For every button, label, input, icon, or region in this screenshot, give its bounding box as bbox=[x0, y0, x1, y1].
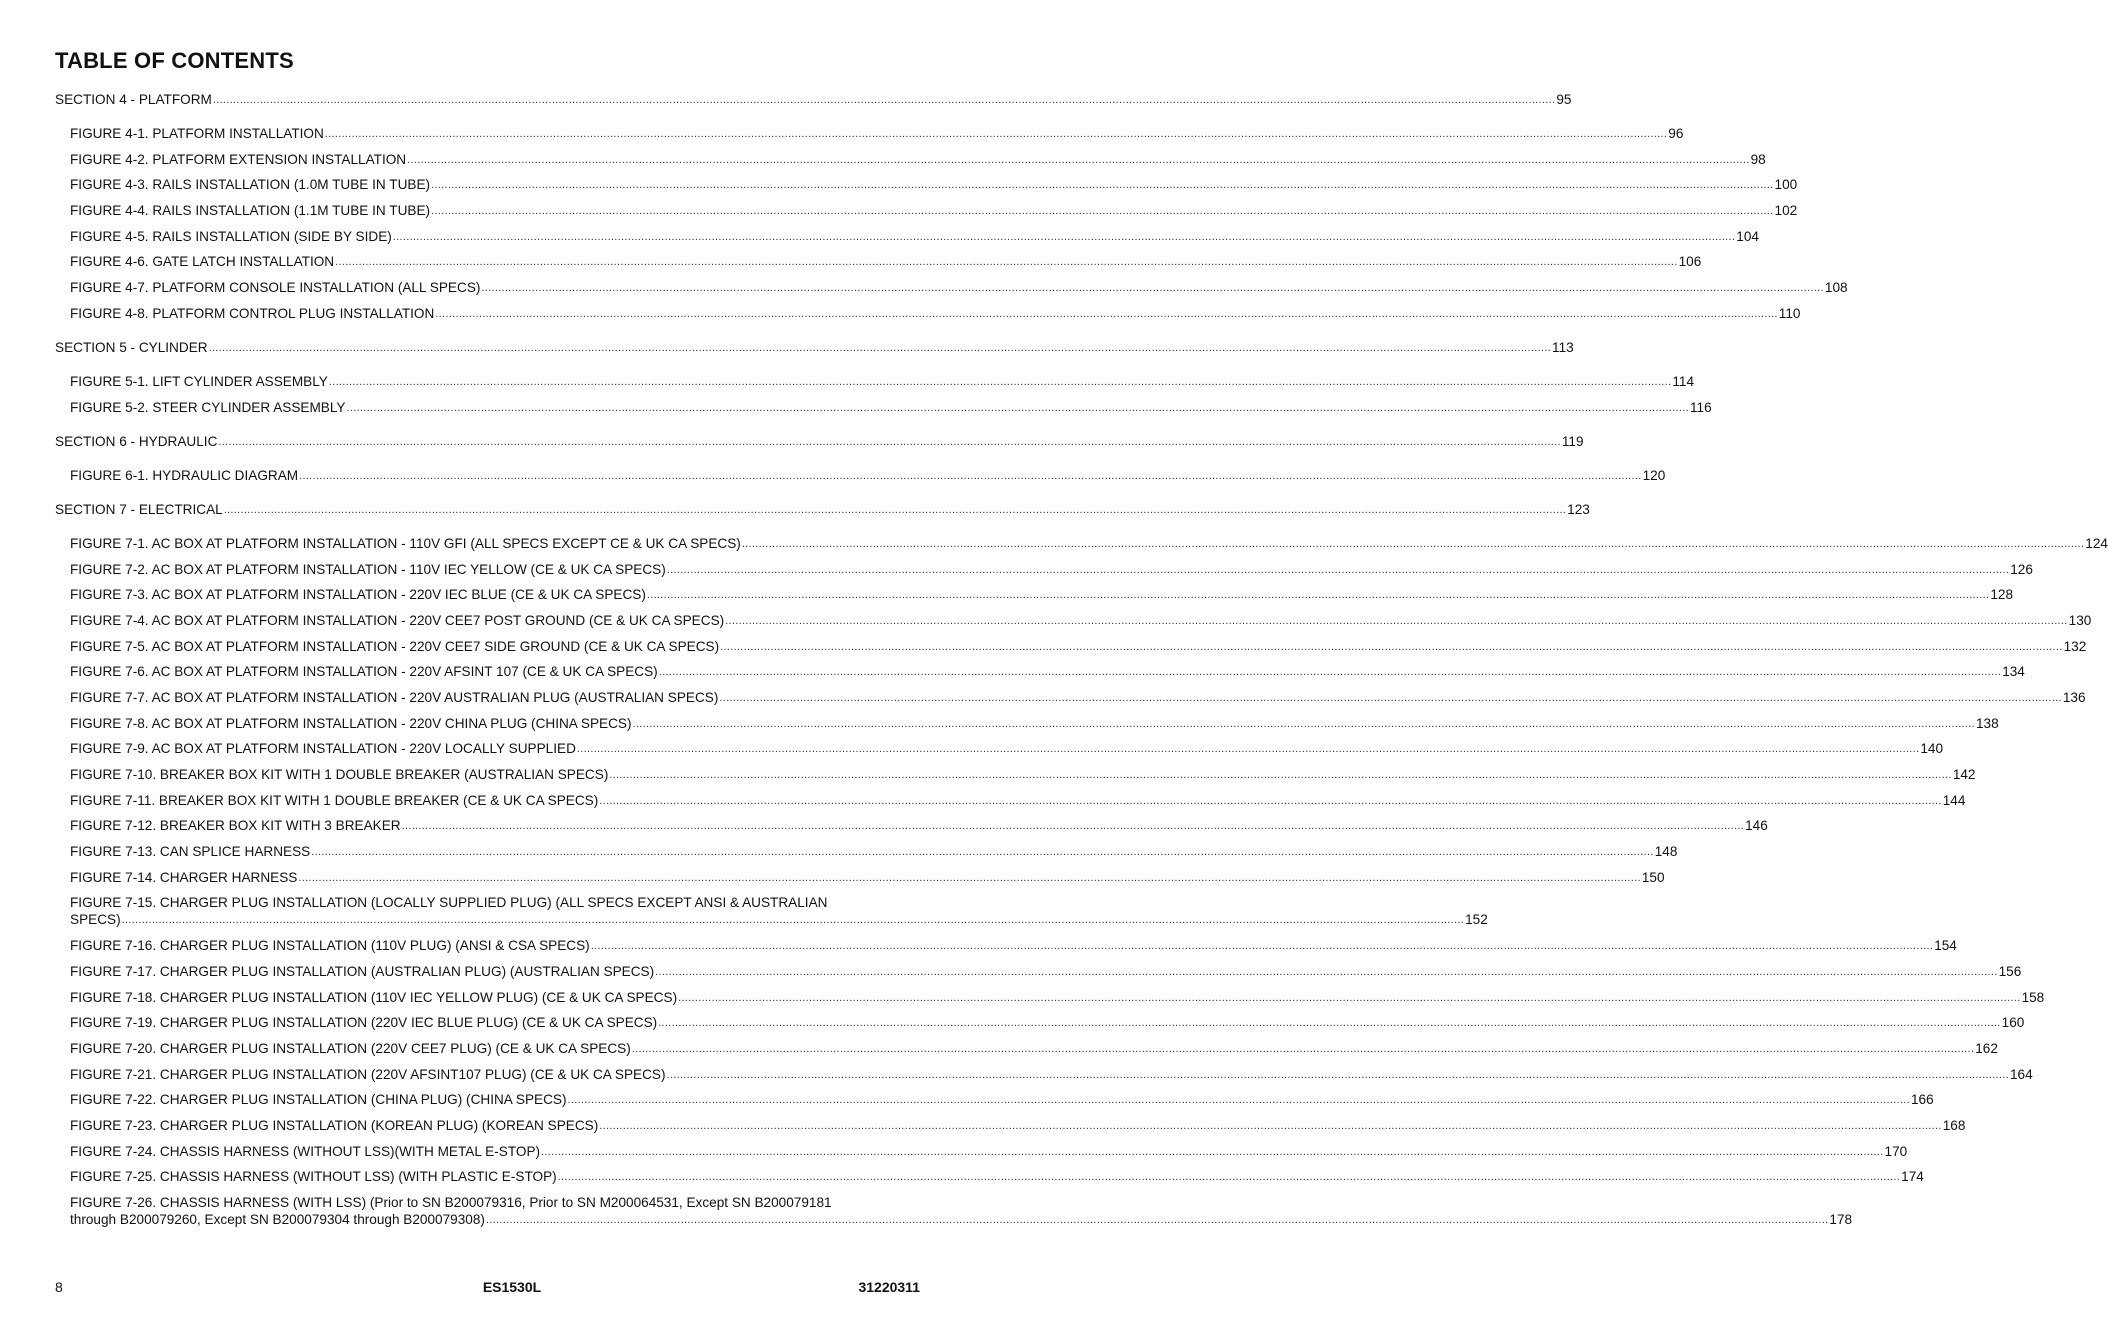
toc-figure-entry[interactable] bbox=[70, 586, 2014, 603]
toc-entry-title: FIGURE 4-4. RAILS INSTALLATION (1.1M TUBE IN TUBE) bbox=[70, 203, 431, 218]
page-title: TABLE OF CONTENTS bbox=[55, 48, 294, 73]
toc-entry-title: FIGURE 4-1. PLATFORM INSTALLATION bbox=[70, 126, 324, 141]
toc-entry-page-number: 174 bbox=[1901, 1169, 1924, 1184]
toc-figure-entry[interactable] bbox=[70, 1014, 2025, 1031]
dot-leader: ................................................................................................................................................................................................................................................................................................................................................................................................................ bbox=[212, 94, 1556, 106]
dot-leader: ................................................................................................................................................................................................................................................................................................................................................................................................................ bbox=[666, 564, 2010, 576]
toc-entry-title: SPECS) bbox=[70, 912, 121, 927]
toc-entry-title: FIGURE 7-13. CAN SPLICE HARNESS bbox=[70, 844, 311, 859]
dot-leader: ................................................................................................................................................................................................................................................................................................................................................................................................................ bbox=[631, 1043, 1975, 1055]
dot-leader: ................................................................................................................................................................................................................................................................................................................................................................................................................ bbox=[298, 872, 1641, 884]
toc-entry-title: FIGURE 7-19. CHARGER PLUG INSTALLATION (220V IEC BLUE PLUG) (CE & UK CA SPECS) bbox=[70, 1015, 658, 1030]
toc-entry-title: FIGURE 7-2. AC BOX AT PLATFORM INSTALLATION - 110V IEC YELLOW (CE & UK CA SPECS) bbox=[70, 562, 666, 577]
toc-entry-page-number: 152 bbox=[1465, 912, 1488, 927]
toc-entry-title: FIGURE 7-9. AC BOX AT PLATFORM INSTALLATION - 220V LOCALLY SUPPLIED bbox=[70, 741, 576, 756]
toc-figure-entry[interactable] bbox=[70, 399, 1712, 416]
dot-leader: ................................................................................................................................................................................................................................................................................................................................................................................................................ bbox=[557, 1171, 1901, 1183]
toc-figure-entry[interactable] bbox=[70, 1040, 1998, 1057]
dot-leader: ................................................................................................................................................................................................................................................................................................................................................................................................................ bbox=[299, 470, 1642, 482]
toc-entry-page-number: 162 bbox=[1975, 1041, 1998, 1056]
toc-entry-title: FIGURE 7-12. BREAKER BOX KIT WITH 3 BREAKER bbox=[70, 818, 401, 833]
toc-entry-page-number: 156 bbox=[1998, 964, 2022, 979]
toc-entry-page-number: 106 bbox=[1678, 254, 1702, 269]
toc-entry-page-number: 138 bbox=[1975, 716, 1999, 731]
dot-leader: ................................................................................................................................................................................................................................................................................................................................................................................................................ bbox=[208, 342, 1552, 354]
toc-entry-title: SECTION 6 - HYDRAULIC bbox=[55, 434, 218, 449]
toc-entry-page-number: 98 bbox=[1750, 152, 1766, 167]
toc-figure-entry[interactable] bbox=[70, 373, 1694, 390]
toc-entry-page-number: 124 bbox=[2085, 536, 2108, 551]
toc-entry-page-number: 114 bbox=[1672, 374, 1694, 389]
dot-leader: ................................................................................................................................................................................................................................................................................................................................................................................................................ bbox=[223, 504, 1567, 516]
toc-entry-page-number: 160 bbox=[2001, 1015, 2025, 1030]
toc-entry-title: FIGURE 5-2. STEER CYLINDER ASSEMBLY bbox=[70, 400, 346, 415]
toc-entry-title: FIGURE 7-7. AC BOX AT PLATFORM INSTALLATION - 220V AUSTRALIAN PLUG (AUSTRALIAN SPECS) bbox=[70, 690, 719, 705]
toc-entry-title: FIGURE 7-22. CHARGER PLUG INSTALLATION (CHINA PLUG) (CHINA SPECS) bbox=[70, 1092, 567, 1107]
toc-entry-page-number: 142 bbox=[1952, 767, 1976, 782]
toc-figure-entry[interactable] bbox=[70, 1143, 1908, 1160]
dot-leader: ................................................................................................................................................................................................................................................................................................................................................................................................................ bbox=[741, 538, 2085, 550]
dot-leader: ................................................................................................................................................................................................................................................................................................................................................................................................................ bbox=[666, 1069, 2009, 1081]
toc-figure-entry[interactable] bbox=[70, 963, 2022, 980]
toc-entry-title: FIGURE 7-17. CHARGER PLUG INSTALLATION (AUSTRALIAN PLUG) (AUSTRALIAN SPECS) bbox=[70, 964, 655, 979]
toc-entry-page-number: 158 bbox=[2021, 990, 2045, 1005]
toc-figure-entry[interactable] bbox=[70, 1117, 1966, 1134]
toc-entry-page-number: 154 bbox=[1934, 938, 1957, 953]
toc-figure-entry[interactable] bbox=[70, 561, 2033, 578]
toc-entry-title: FIGURE 7-18. CHARGER PLUG INSTALLATION (110V IEC YELLOW PLUG) (CE & UK CA SPECS) bbox=[70, 990, 678, 1005]
toc-figure-entry[interactable] bbox=[70, 715, 1999, 732]
footer-page-number: 8 bbox=[55, 1279, 63, 1295]
toc-entry-title: FIGURE 7-6. AC BOX AT PLATFORM INSTALLATION - 220V AFSINT 107 (CE & UK CA SPECS) bbox=[70, 664, 658, 679]
dot-leader: ................................................................................................................................................................................................................................................................................................................................................................................................................ bbox=[311, 846, 1654, 858]
toc-figure-entry[interactable] bbox=[70, 305, 1801, 322]
toc-figure-entry[interactable] bbox=[70, 937, 1957, 954]
dot-leader: ................................................................................................................................................................................................................................................................................................................................................................................................................ bbox=[658, 1017, 2001, 1029]
toc-entry-title: FIGURE 4-3. RAILS INSTALLATION (1.0M TUBE IN TUBE) bbox=[70, 177, 431, 192]
toc-entry-title: FIGURE 7-16. CHARGER PLUG INSTALLATION (110V PLUG) (ANSI & CSA SPECS) bbox=[70, 938, 590, 953]
toc-entry-page-number: 164 bbox=[2009, 1067, 2033, 1082]
toc-entry-title: SECTION 7 - ELECTRICAL bbox=[55, 502, 223, 517]
dot-leader: ................................................................................................................................................................................................................................................................................................................................................................................................................ bbox=[324, 128, 1668, 140]
toc-entry-page-number: 136 bbox=[2062, 690, 2086, 705]
toc-figure-entry[interactable] bbox=[70, 535, 2108, 552]
toc-entry-page-number: 96 bbox=[1668, 126, 1684, 141]
toc-figure-entry[interactable] bbox=[70, 989, 2045, 1006]
toc-entry-page-number: 134 bbox=[2002, 664, 2025, 679]
toc-entry-page-number: 119 bbox=[1561, 434, 1584, 449]
toc-entry-page-number: 113 bbox=[1552, 340, 1574, 355]
dot-leader: ................................................................................................................................................................................................................................................................................................................................................................................................................ bbox=[646, 589, 1990, 601]
dot-leader: ................................................................................................................................................................................................................................................................................................................................................................................................................ bbox=[541, 1146, 1884, 1158]
dot-leader: ................................................................................................................................................................................................................................................................................................................................................................................................................ bbox=[328, 376, 1672, 388]
toc-section-entry[interactable] bbox=[55, 501, 1590, 518]
dot-leader: ................................................................................................................................................................................................................................................................................................................................................................................................................ bbox=[632, 718, 1975, 730]
dot-leader: ................................................................................................................................................................................................................................................................................................................................................................................................................ bbox=[485, 1214, 1829, 1226]
dot-leader: ................................................................................................................................................................................................................................................................................................................................................................................................................ bbox=[678, 992, 2021, 1004]
dot-leader: ................................................................................................................................................................................................................................................................................................................................................................................................................ bbox=[121, 914, 1465, 926]
toc-figure-entry[interactable] bbox=[70, 125, 1684, 142]
toc-figure-entry[interactable] bbox=[70, 663, 2025, 680]
dot-leader: ................................................................................................................................................................................................................................................................................................................................................................................................................ bbox=[407, 154, 1750, 166]
toc-entry-page-number: 123 bbox=[1567, 502, 1590, 517]
toc-figure-entry[interactable] bbox=[70, 1091, 1934, 1108]
toc-figure-entry[interactable] bbox=[70, 894, 1488, 928]
toc-entry-page-number: 168 bbox=[1942, 1118, 1966, 1133]
toc-figure-entry[interactable] bbox=[70, 1194, 1853, 1228]
toc-entry-title: FIGURE 4-6. GATE LATCH INSTALLATION bbox=[70, 254, 335, 269]
toc-entry-title: FIGURE 7-4. AC BOX AT PLATFORM INSTALLATION - 220V CEE7 POST GROUND (CE & UK CA SPECS) bbox=[70, 613, 725, 628]
toc-entry-page-number: 116 bbox=[1689, 400, 1712, 415]
toc-figure-entry[interactable] bbox=[70, 689, 2086, 706]
dot-leader: ................................................................................................................................................................................................................................................................................................................................................................................................................ bbox=[218, 436, 1561, 448]
toc-entry-title: FIGURE 4-5. RAILS INSTALLATION (SIDE BY SIDE) bbox=[70, 229, 392, 244]
toc-entry-title: FIGURE 7-10. BREAKER BOX KIT WITH 1 DOUBLE BREAKER (AUSTRALIAN SPECS) bbox=[70, 767, 609, 782]
dot-leader: ................................................................................................................................................................................................................................................................................................................................................................................................................ bbox=[481, 282, 1824, 294]
dot-leader: ................................................................................................................................................................................................................................................................................................................................................................................................................ bbox=[599, 1120, 1942, 1132]
toc-entry-page-number: 170 bbox=[1884, 1144, 1908, 1159]
toc-figure-entry[interactable] bbox=[70, 151, 1766, 168]
toc-figure-entry[interactable] bbox=[70, 1168, 1924, 1185]
toc-entry-page-number: 140 bbox=[1920, 741, 1944, 756]
toc-entry-page-number: 102 bbox=[1774, 203, 1798, 218]
toc-figure-entry[interactable] bbox=[70, 1066, 2033, 1083]
toc-entry-title: FIGURE 6-1. HYDRAULIC DIAGRAM bbox=[70, 468, 299, 483]
toc-entry-page-number: 95 bbox=[1556, 92, 1572, 107]
toc-entry-title: FIGURE 7-25. CHASSIS HARNESS (WITHOUT LSS) (WITH PLASTIC E-STOP) bbox=[70, 1169, 557, 1184]
dot-leader: ................................................................................................................................................................................................................................................................................................................................................................................................................ bbox=[392, 231, 1736, 243]
toc-figure-entry[interactable] bbox=[70, 869, 1665, 886]
toc-entry-title: SECTION 4 - PLATFORM bbox=[55, 92, 212, 107]
dot-leader: ................................................................................................................................................................................................................................................................................................................................................................................................................ bbox=[335, 256, 1678, 268]
dot-leader: ................................................................................................................................................................................................................................................................................................................................................................................................................ bbox=[655, 966, 1998, 978]
toc-entry-title-line: FIGURE 7-15. CHARGER PLUG INSTALLATION (LOCALLY SUPPLIED PLUG) (ALL SPECS EXCEPT ANSI & AUSTRALIAN bbox=[70, 895, 828, 910]
toc-entry-title: FIGURE 5-1. LIFT CYLINDER ASSEMBLY bbox=[70, 374, 328, 389]
toc-entry-page-number: 178 bbox=[1829, 1212, 1853, 1227]
dot-leader: ................................................................................................................................................................................................................................................................................................................................................................................................................ bbox=[599, 795, 1942, 807]
toc-entry-title: FIGURE 7-11. BREAKER BOX KIT WITH 1 DOUBLE BREAKER (CE & UK CA SPECS) bbox=[70, 793, 599, 808]
dot-leader: ................................................................................................................................................................................................................................................................................................................................................................................................................ bbox=[609, 769, 1952, 781]
toc-figure-entry[interactable] bbox=[70, 279, 1848, 296]
toc-figure-entry[interactable] bbox=[70, 228, 1759, 245]
dot-leader: ................................................................................................................................................................................................................................................................................................................................................................................................................ bbox=[720, 641, 2063, 653]
toc-figure-entry[interactable] bbox=[70, 843, 1678, 860]
toc-entry-page-number: 148 bbox=[1654, 844, 1678, 859]
dot-leader: ................................................................................................................................................................................................................................................................................................................................................................................................................ bbox=[719, 692, 2062, 704]
toc-entry-title: FIGURE 4-2. PLATFORM EXTENSION INSTALLATION bbox=[70, 152, 407, 167]
dot-leader: ................................................................................................................................................................................................................................................................................................................................................................................................................ bbox=[401, 820, 1745, 832]
toc-entry-title: FIGURE 7-20. CHARGER PLUG INSTALLATION (220V CEE7 PLUG) (CE & UK CA SPECS) bbox=[70, 1041, 631, 1056]
toc-entry-title: FIGURE 7-24. CHASSIS HARNESS (WITHOUT LSS)(WITH METAL E-STOP) bbox=[70, 1144, 541, 1159]
toc-entry-page-number: 128 bbox=[1990, 587, 2014, 602]
toc-entry-title: FIGURE 4-8. PLATFORM CONTROL PLUG INSTALLATION bbox=[70, 306, 435, 321]
toc-figure-entry[interactable] bbox=[70, 638, 2087, 655]
footer-doc-number: 31220311 bbox=[858, 1279, 920, 1295]
toc-section-entry[interactable] bbox=[55, 433, 1584, 450]
toc-entry-page-number: 132 bbox=[2063, 639, 2087, 654]
toc-entry-title: FIGURE 7-8. AC BOX AT PLATFORM INSTALLATION - 220V CHINA PLUG (CHINA SPECS) bbox=[70, 716, 632, 731]
dot-leader: ................................................................................................................................................................................................................................................................................................................................................................................................................ bbox=[567, 1094, 1910, 1106]
dot-leader: ................................................................................................................................................................................................................................................................................................................................................................................................................ bbox=[435, 308, 1778, 320]
toc-figure-entry[interactable] bbox=[70, 467, 1666, 484]
toc-entry-page-number: 104 bbox=[1736, 229, 1759, 244]
toc-entry-page-number: 146 bbox=[1745, 818, 1768, 833]
toc-entry-page-number: 120 bbox=[1642, 468, 1666, 483]
toc-entry-title: FIGURE 7-14. CHARGER HARNESS bbox=[70, 870, 298, 885]
dot-leader: ................................................................................................................................................................................................................................................................................................................................................................................................................ bbox=[725, 615, 2068, 627]
toc-entry-page-number: 108 bbox=[1824, 280, 1848, 295]
toc-entry-page-number: 166 bbox=[1910, 1092, 1934, 1107]
toc-entry-title: FIGURE 7-23. CHARGER PLUG INSTALLATION (KOREAN PLUG) (KOREAN SPECS) bbox=[70, 1118, 599, 1133]
toc-entry-title: FIGURE 7-5. AC BOX AT PLATFORM INSTALLATION - 220V CEE7 SIDE GROUND (CE & UK CA SPECS) bbox=[70, 639, 720, 654]
dot-leader: ................................................................................................................................................................................................................................................................................................................................................................................................................ bbox=[346, 402, 1689, 414]
dot-leader: ................................................................................................................................................................................................................................................................................................................................................................................................................ bbox=[431, 205, 1774, 217]
toc-figure-entry[interactable] bbox=[70, 176, 1798, 193]
toc-entry-page-number: 100 bbox=[1774, 177, 1798, 192]
toc-section-entry[interactable] bbox=[55, 91, 1572, 108]
toc-entry-title: FIGURE 4-7. PLATFORM CONSOLE INSTALLATION (ALL SPECS) bbox=[70, 280, 481, 295]
toc-entry-title-line: FIGURE 7-26. CHASSIS HARNESS (WITH LSS) (Prior to SN B200079316, Prior to SN M200064531, Except SN B200079181 bbox=[70, 1195, 832, 1210]
toc-entry-title: FIGURE 7-3. AC BOX AT PLATFORM INSTALLATION - 220V IEC BLUE (CE & UK CA SPECS) bbox=[70, 587, 646, 602]
toc-entry-title: FIGURE 7-21. CHARGER PLUG INSTALLATION (220V AFSINT107 PLUG) (CE & UK CA SPECS) bbox=[70, 1067, 666, 1082]
toc-figure-entry[interactable] bbox=[70, 253, 1702, 270]
toc-section-entry[interactable] bbox=[55, 339, 1574, 356]
toc-figure-entry[interactable] bbox=[70, 202, 1798, 219]
toc-figure-entry[interactable] bbox=[70, 612, 2092, 629]
toc-entry-page-number: 126 bbox=[2010, 562, 2033, 577]
toc-figure-entry[interactable] bbox=[70, 817, 1768, 834]
toc-figure-entry[interactable] bbox=[70, 792, 1966, 809]
toc-entry-title: through B200079260, Except SN B200079304 through B200079308) bbox=[70, 1212, 485, 1227]
toc-entry-title: FIGURE 7-1. AC BOX AT PLATFORM INSTALLATION - 110V GFI (ALL SPECS EXCEPT CE & UK CA SPECS) bbox=[70, 536, 741, 551]
toc-entry-page-number: 130 bbox=[2068, 613, 2092, 628]
toc-entry-page-number: 144 bbox=[1942, 793, 1966, 808]
footer-model: ES1530L bbox=[482, 1279, 542, 1295]
dot-leader: ................................................................................................................................................................................................................................................................................................................................................................................................................ bbox=[576, 743, 1920, 755]
dot-leader: ................................................................................................................................................................................................................................................................................................................................................................................................................ bbox=[658, 666, 2002, 678]
toc-entry-page-number: 150 bbox=[1641, 870, 1665, 885]
toc-figure-entry[interactable] bbox=[70, 766, 1976, 783]
toc-figure-entry[interactable] bbox=[70, 740, 1944, 757]
dot-leader: ................................................................................................................................................................................................................................................................................................................................................................................................................ bbox=[590, 940, 1934, 952]
dot-leader: ................................................................................................................................................................................................................................................................................................................................................................................................................ bbox=[431, 179, 1774, 191]
toc-entry-page-number: 110 bbox=[1778, 306, 1801, 321]
toc-entry-title: SECTION 5 - CYLINDER bbox=[55, 340, 208, 355]
